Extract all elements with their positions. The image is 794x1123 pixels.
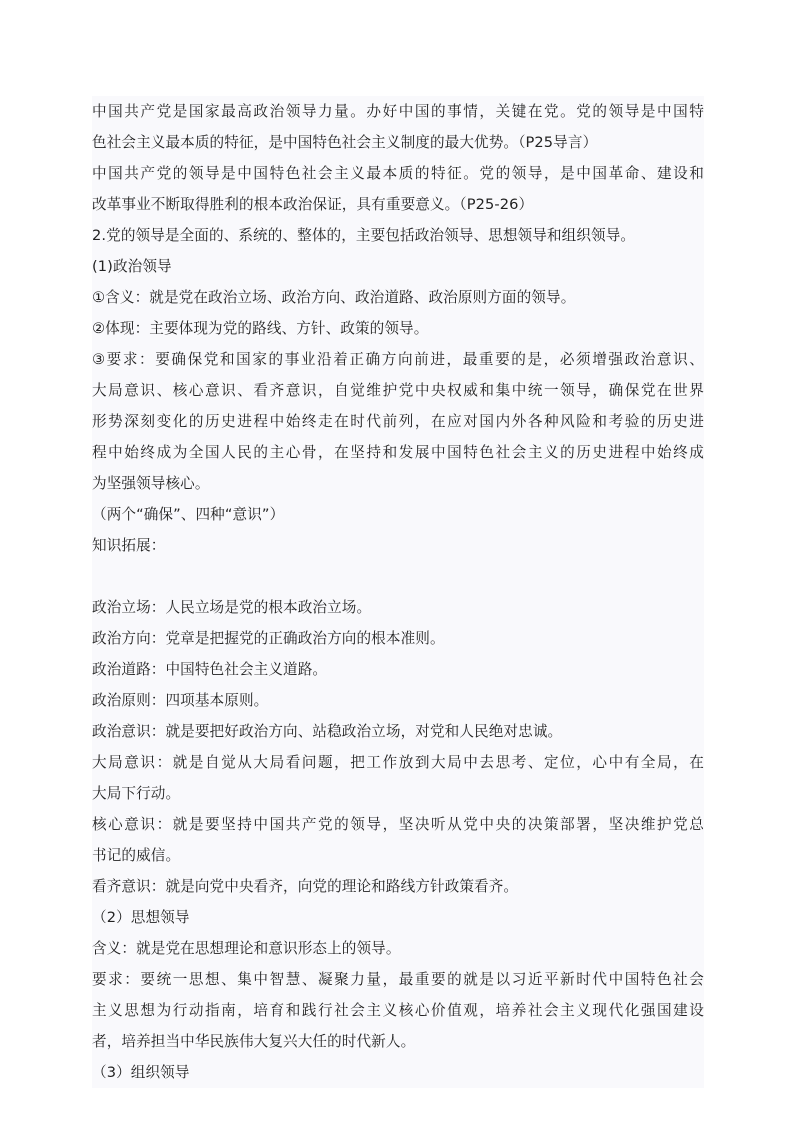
subsection-heading: （3）组织领导 (92, 1064, 190, 1081)
paragraph-line: ②体现：主要体现为党的路线、方针、政策的领导。 (92, 320, 429, 337)
subsection-heading: （2）思想领导 (92, 909, 190, 926)
paragraph-line: 主义思想为行动指南，培育和践行社会主义核心价值观，培养社会主义现代化强国建设 (92, 1002, 704, 1019)
paragraph-line: 含义：就是党在思想理论和意识形态上的领导。 (92, 940, 401, 957)
paragraph-line: 核心意识：就是要坚持中国共产党的领导，坚决听从党中央的决策部署，坚决维护党总 (92, 816, 704, 833)
paragraph-line: 大局下行动。 (92, 785, 181, 802)
paragraph-line: 政治原则：四项基本原则。 (92, 692, 269, 709)
paragraph-line: 大局意识：就是自觉从大局看问题，把工作放到大局中去思考、定位，心中有全局，在 (92, 754, 704, 771)
paragraph-line: 大局意识、核心意识、看齐意识，自觉维护党中央权威和集中统一领导，确保党在世界 (92, 382, 704, 399)
paragraph-line: 中国共产党是国家最高政治领导力量。办好中国的事情，关键在党。党的领导是中国特 (92, 103, 704, 120)
blank-line (92, 561, 704, 592)
section-heading: 2.党的领导是全面的、系统的、整体的，主要包括政治领导、思想领导和组织领导。 (92, 227, 636, 244)
paragraph-line: （两个“确保”、四种“意识”） (92, 506, 285, 523)
document-body (92, 96, 704, 1088)
paragraph-line: 政治道路：中国特色社会主义道路。 (92, 661, 328, 678)
paragraph-line: 看齐意识：就是向党中央看齐，向党的理论和路线方针政策看齐。 (92, 878, 519, 895)
paragraph-line: ③要求：要确保党和国家的事业沿着正确方向前进，最重要的是，必须增强政治意识、 (92, 351, 704, 368)
paragraph-line: 中国共产党的领导是中国特色社会主义最本质的特征。党的领导，是中国革命、建设和 (92, 165, 704, 182)
paragraph-line: ①含义：就是党在政治立场、政治方向、政治道路、政治原则方面的领导。 (92, 289, 576, 306)
paragraph-line: 政治方向：党章是把握党的正确政治方向的根本准则。 (92, 630, 445, 647)
paragraph-line: 知识拓展： (92, 537, 166, 554)
paragraph-line: 政治立场：人民立场是党的根本政治立场。 (92, 599, 372, 616)
paragraph-line: 程中始终成为全国人民的主心骨，在坚持和发展中国特色社会主义的历史进程中始终成 (92, 444, 704, 461)
paragraph-line: 者，培养担当中华民族伟大复兴大任的时代新人。 (92, 1033, 416, 1050)
paragraph-line: 色社会主义最本质的特征，是中国特色社会主义制度的最大优势。（P25导言） (92, 134, 598, 151)
paragraph-line: 政治意识：就是要把好政治方向、站稳政治立场，对党和人民绝对忠诚。 (92, 723, 563, 740)
paragraph-line: 书记的威信。 (92, 847, 181, 864)
document-page (92, 0, 704, 1123)
paragraph-line: 为坚强领导核心。 (92, 475, 210, 492)
paragraph-line: 改革事业不断取得胜利的根本政治保证，具有重要意义。（P25-26） (92, 196, 534, 213)
paragraph-line: 要求：要统一思想、集中智慧、凝聚力量，最重要的就是以习近平新时代中国特色社会 (92, 971, 704, 988)
subsection-heading: (1)政治领导 (92, 258, 172, 275)
paragraph-line: 形势深刻变化的历史进程中始终走在时代前列，在应对国内外各种风险和考验的历史进 (92, 413, 704, 430)
